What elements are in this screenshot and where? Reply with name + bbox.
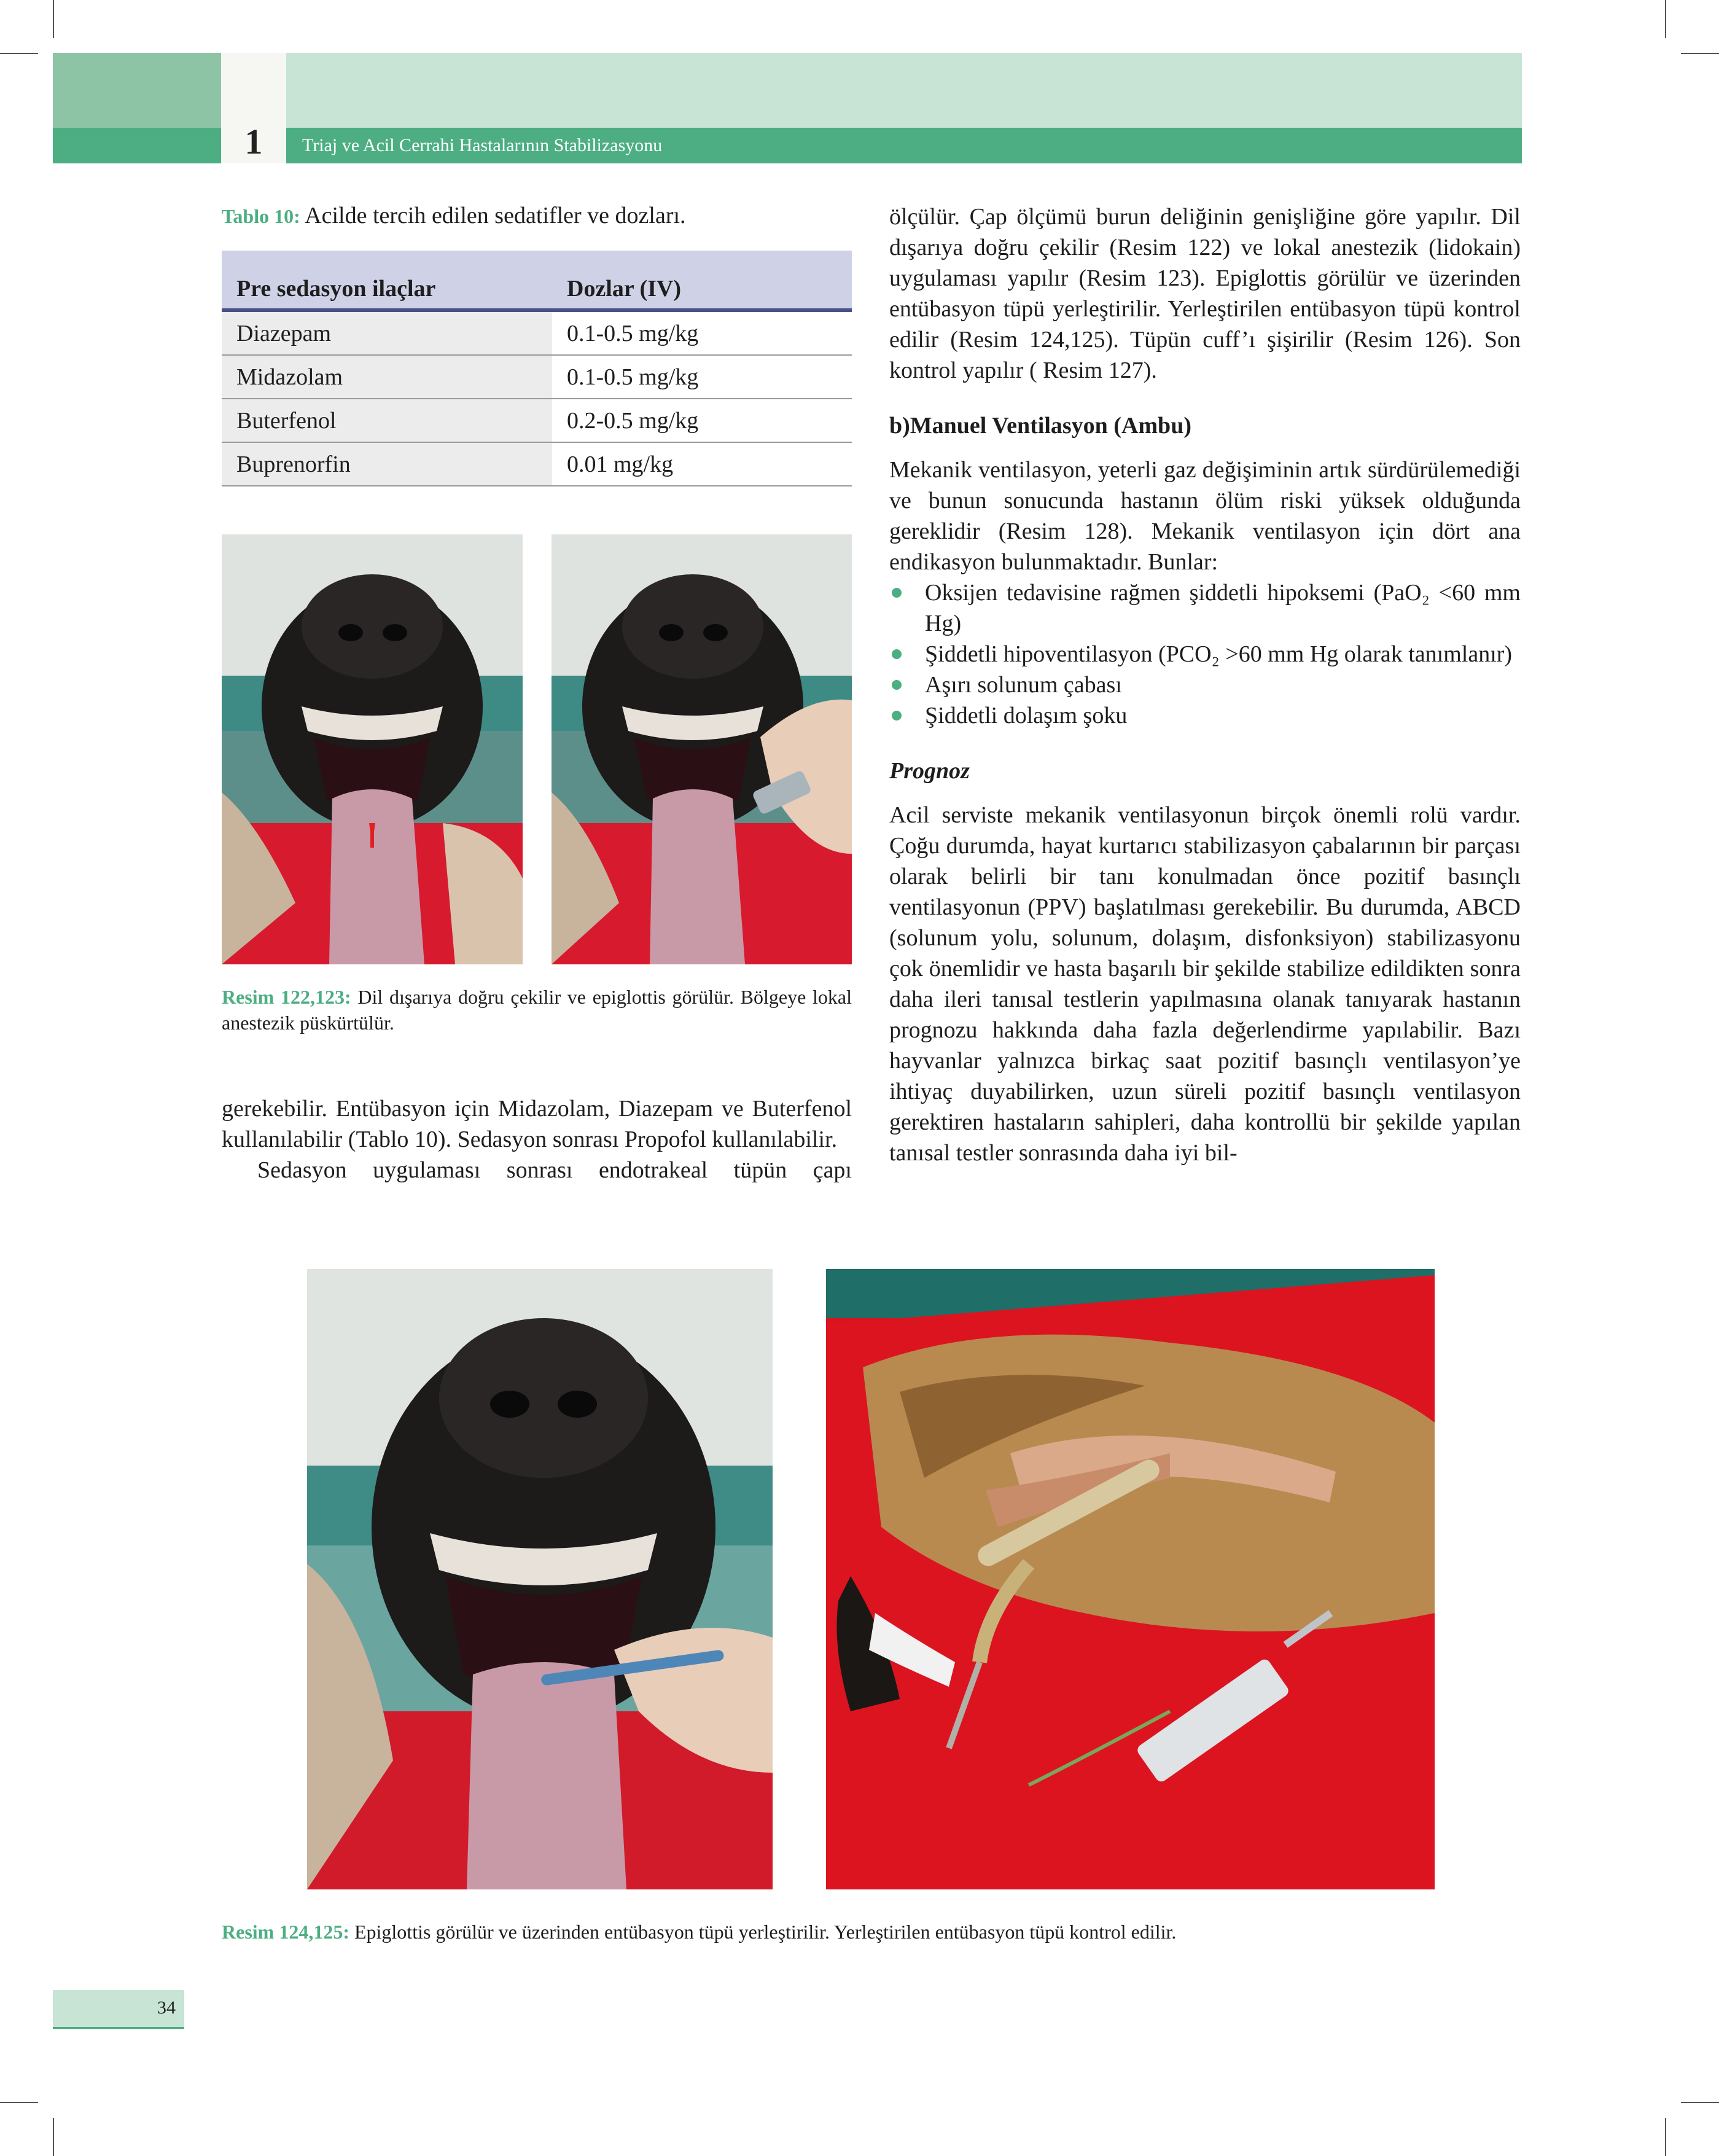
table-caption-label: Tablo 10: (222, 205, 300, 227)
left-column-text (222, 1093, 852, 1185)
crop-mark (53, 0, 54, 38)
figure2-caption-text: Epiglottis görülür ve üzerinden entübasyon tüpü yerleştirilir. Yerleştirilen entübasyon tüpü kontrol edilir. (349, 1921, 1177, 1943)
crop-mark (1681, 53, 1719, 54)
figure2-caption-label: Resim 124,125: (222, 1921, 349, 1943)
table-cell-dose: 0.01 mg/kg (552, 442, 852, 486)
sedative-table (222, 251, 852, 486)
table-header-row (222, 251, 852, 310)
table-cell-drug: Diazepam (222, 310, 552, 355)
table-header-dose: Dozlar (IV) (552, 251, 852, 310)
section-heading-prognoz: Prognoz (889, 758, 970, 784)
table-row (222, 399, 852, 442)
table-cell-dose: 0.2-0.5 mg/kg (552, 399, 852, 442)
right-paragraph-1: ölçülür. Çap ölçümü burun deliğinin genişliğine göre yapılır. Dil dışarıya doğru çekilir (Resim 122) ve lokal anestezik (lidokain) uygulaması yapılır (Resim 123). Epiglottis görülür ve üzerinden entübasyon tüpü yerleştirilir. Yerleştirilen entübasyon tüpü kontrol edilir (Resim 124,125). Tüpün cuff’ı şişirilir (Resim 126). Son kontrol yapılır ( Resim 127). (889, 204, 1521, 383)
table-cell-drug: Buprenorfin (222, 442, 552, 486)
list-item: Aşırı solunum çabası (889, 670, 1521, 700)
table-row (222, 442, 852, 486)
photo-resim-124 (307, 1269, 773, 1889)
table-row (222, 355, 852, 399)
bullet-icon (892, 680, 902, 690)
left-paragraph-1: gerekebilir. Entübasyon için Midazolam, Diazepam ve Buterfenol kullanılabilir (Tablo 10). Sedasyon sonrası Propofol kullanılabilir. (222, 1096, 852, 1152)
table-cell-dose: 0.1-0.5 mg/kg (552, 355, 852, 399)
table-cell-drug: Buterfenol (222, 399, 552, 442)
table-caption-text: Acilde tercih edilen sedatifler ve dozları. (300, 203, 686, 228)
crop-mark (1665, 2118, 1666, 2156)
table-cell-dose: 0.1-0.5 mg/kg (552, 310, 852, 355)
header-tab (53, 53, 221, 128)
page-number: 34 (157, 1998, 176, 2018)
crop-mark (53, 2118, 54, 2156)
indication-list (889, 577, 1521, 731)
section-heading-manuel-ventilasyon: b)Manuel Ventilasyon (Ambu) (889, 413, 1191, 439)
crop-mark (1681, 2102, 1719, 2103)
figure2-caption (222, 1919, 1521, 1945)
crop-mark (0, 53, 38, 54)
chapter-number: 1 (244, 122, 263, 162)
photo-resim-125 (826, 1269, 1435, 1889)
crop-mark (1665, 0, 1666, 38)
list-item: Şiddetli dolaşım şoku (889, 700, 1521, 731)
right-paragraph-2: Mekanik ventilasyon, yeterli gaz değişiminin artık sürdürülemediği ve bunun sonucunda hastanın ölüm riski yüksek olduğunda gereklidir (Resim 128). Mekanik ventilasyon için dört ana endikasyon bulunmaktadır. Bunlar: (889, 457, 1521, 575)
bullet-icon (892, 711, 902, 721)
list-item: Şiddetli hipoventilasyon (PCO₂ >60 mm Hg olarak tanımlanır) (889, 639, 1521, 670)
list-item: Oksijen tedavisine rağmen şiddetli hipoksemi (PaO₂ <60 mm Hg) (889, 577, 1521, 639)
figure1-caption-text: Dil dışarıya doğru çekilir ve epiglottis görülür. Bölgeye lokal anestezik püskürtülür. (222, 986, 852, 1034)
right-paragraph-3: Acil serviste mekanik ventilasyonun birçok önemli rolü vardır. Çoğu durumda, hayat kurtarıcı stabilizasyon çabalarının bir parçası olarak belirli bir tanı konulmadan önce pozitif basınçlı ventilasyonun (PPV) başlatılması gerekebilir. Bu durumda, ABCD (solunum yolu, solunum, dolaşım, disfonksiyon) stabilizasyonu çok önemlidir ve hasta başarılı bir şekilde stabilize edildikten sonra daha ileri tanısal testlerin yapılmasına olanak tanıyarak hastanın prognozu hakkında daha fazla değerlendirme yapılabilir. Bazı hayvanlar yalnızca birkaç saat pozitif basınçlı ventilasyon’ye ihtiyaç duyabilirken, uzun süreli pozitif basınçlı ventilasyon gerektiren hastaların sahipleri, daha kontrollü bir şekilde yapılan tanısal testler sonrasında daha iyi bil- (889, 802, 1521, 1166)
photo-resim-122 (222, 534, 523, 964)
photo-resim-123 (552, 534, 852, 964)
header-bar-left (53, 128, 221, 163)
bullet-icon (892, 588, 902, 598)
table-caption (222, 200, 852, 232)
crop-mark (0, 2102, 38, 2103)
table-row (222, 310, 852, 355)
bullet-icon (892, 649, 902, 659)
figure1-caption-label: Resim 122,123: (222, 986, 351, 1008)
left-paragraph-2: Sedasyon uygulaması sonrası endotrakeal tüpün çapı (257, 1157, 852, 1183)
table-header-drug: Pre sedasyon ilaçlar (222, 251, 552, 310)
figure1-caption (222, 984, 852, 1036)
table-cell-drug: Midazolam (222, 355, 552, 399)
chapter-title: Triaj ve Acil Cerrahi Hastalarının Stabilizasyonu (302, 135, 663, 155)
right-column-text (889, 201, 1521, 1168)
